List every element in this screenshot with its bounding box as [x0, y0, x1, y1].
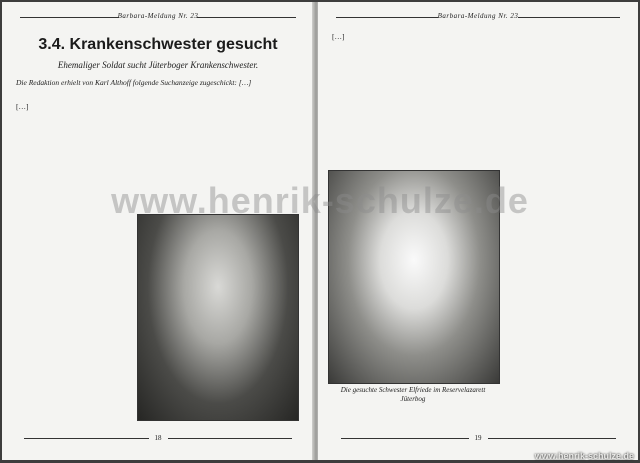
body-lead-paragraph: Die Redaktion erhielt von Karl Althoff folgende Suchanzeige zugeschickt: […]	[16, 78, 252, 87]
article-headline: 3.4. Krankenschwester gesucht	[38, 36, 278, 53]
corner-watermark: www.henrik-schulze.de	[534, 451, 634, 461]
nurse-photo	[328, 170, 500, 384]
watermark-overlay: www.henrik-schulze.de	[111, 180, 529, 221]
running-head: Barbara-Meldung Nr. 23	[336, 12, 620, 24]
running-head: Barbara-Meldung Nr. 23	[20, 12, 296, 24]
body-text-column: […]	[16, 102, 29, 111]
right-page	[318, 2, 638, 460]
body-text-column: […]	[332, 32, 345, 41]
photo-caption: Die gesuchte Schwester Elfriede im Reservelazarett Jüterbog	[340, 386, 486, 403]
page-number: 18	[2, 434, 314, 442]
article-subtitle: Ehemaliger Soldat sucht Jüterboger Krankenschwester.	[57, 60, 259, 70]
left-page	[2, 2, 314, 460]
soldier-photo	[137, 214, 299, 421]
page-number: 19	[318, 434, 638, 442]
